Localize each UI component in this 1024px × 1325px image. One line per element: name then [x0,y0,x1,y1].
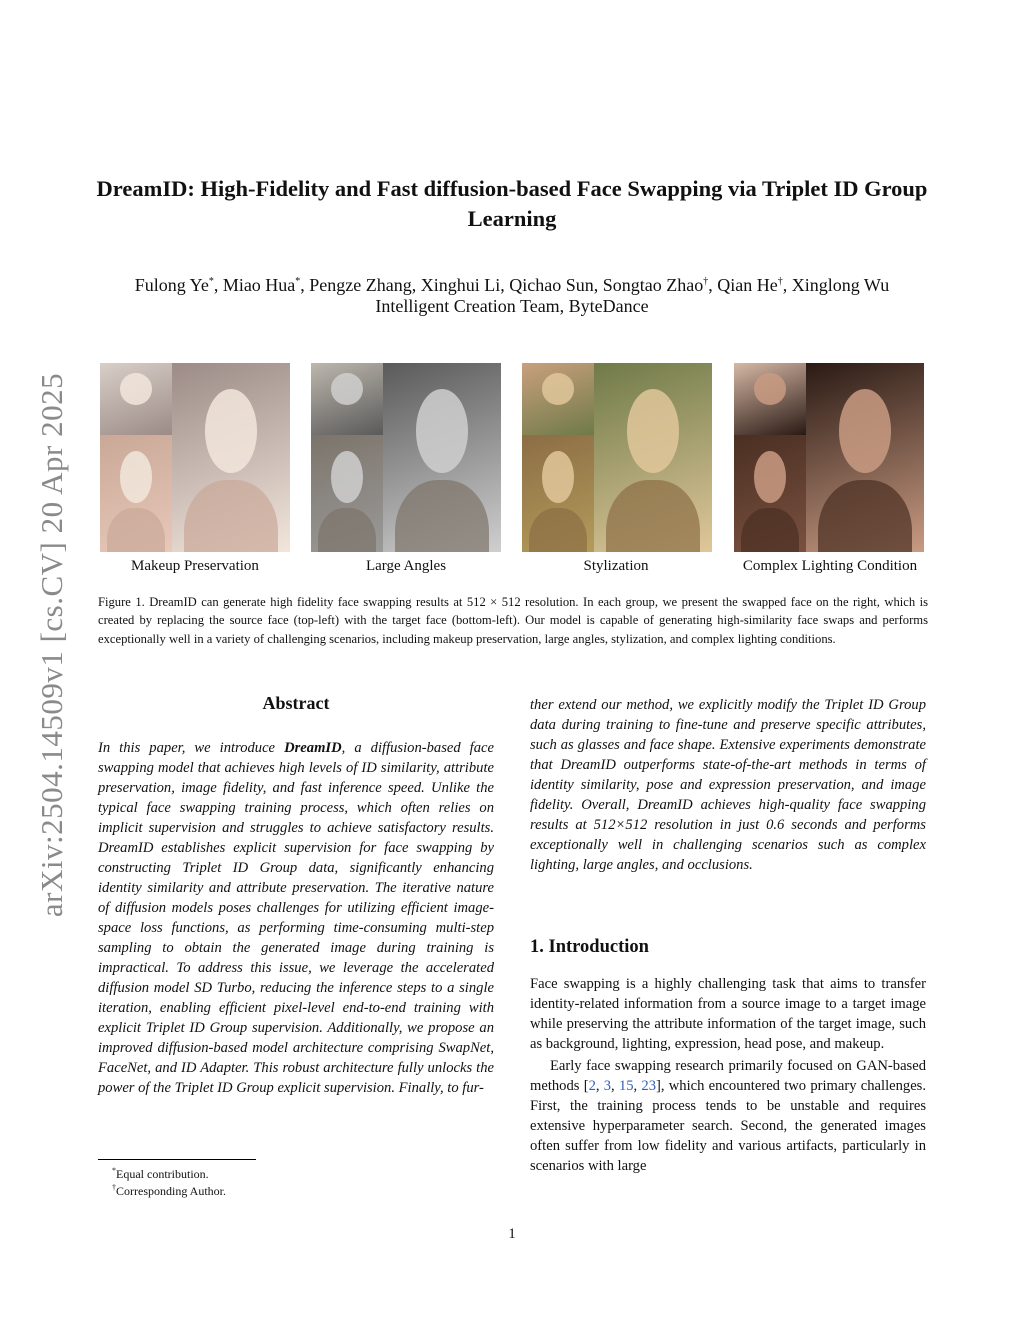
affiliation: Intelligent Creation Team, ByteDance [375,296,649,316]
author-name: Fulong Ye [134,275,209,295]
author-mark: † [703,276,709,287]
author-list: Fulong Ye*, Miao Hua*, Pengze Zhang, Xinghui Li, Qichao Sun, Songtao Zhao†, Qian He†, Xinglong Wu [134,275,890,295]
swapped-result-image [172,363,290,552]
figure-group-lighting [734,363,924,552]
figure-group-caption: Large Angles [365,558,447,574]
citation-link[interactable]: 23 [641,1078,657,1094]
author-name: Xinghui Li [420,275,501,295]
author-name: Xinglong Wu [791,275,890,295]
author-name: Pengze Zhang [309,275,412,295]
author-mark: † [777,276,783,287]
abstract-continued: ther extend our method, we explicitly modify the Triplet ID Group data during training to fine-tune and preserve specific attributes, such as glasses and face shape. Extensive experiments demonstrate that DreamID outperforms state-of-the-art methods in terms of identity similarity, pose and expression preservation, and image fidelity. Overall, DreamID achieves high-quality face swapping results at 512×512 resolution in just 0.6 seconds and performs exceptionally well in challenging scenarios such as complex lighting, large angles, and occlusions. [530,697,926,873]
intro-paragraph: Early face swapping research primarily focused on GAN-based methods [2, 3, 15, 23], which encountered two primary challenges. First, the training process tends to be unstable and requires extensive hyperparameter search. Second, the generated images often suffer from low fidelity and various artifacts, particularly in scenarios with large [530,1058,927,1174]
figure-group-caption: Stylization [583,558,649,574]
figure-group-caption: Makeup Preservation [131,558,259,574]
figure-group-large-angles [311,363,501,552]
swapped-result-image [383,363,501,552]
figure-group-stylization [522,363,712,552]
figure-group-makeup [100,363,290,552]
target-face-image [522,435,594,552]
source-face-image [100,363,172,435]
arxiv-identifier: arXiv:2504.14509v1 [cs.CV] 20 Apr 2025 [34,372,69,918]
citation-link[interactable]: 3 [603,1078,612,1094]
section-heading-introduction: 1. Introduction [530,937,649,957]
paper-title: DreamID: High-Fidelity and Fast diffusion-based Face Swapping via Triplet ID Group Learning [96,176,928,231]
source-face-image [734,363,806,435]
target-face-image [100,435,172,552]
footnote-rule [98,1159,256,1160]
swapped-result-image [806,363,924,552]
page-number: 1 [508,1226,516,1242]
author-name: Qichao Sun [509,275,594,295]
intro-paragraph: Face swapping is a highly challenging task that aims to transfer identity-related information from a source image to a target image while preserving the attribute information of the target image, such as background, lighting, expression, head pose, and makeup. [530,976,926,1052]
source-face-image [311,363,383,435]
figure-group-caption: Complex Lighting Condition [742,558,918,574]
source-face-image [522,363,594,435]
figure-caption: Figure 1. DreamID can generate high fidelity face swapping results at 512 × 512 resolution. In each group, we present the swapped face on the right, which is created by replacing the source face (top-left) with the target face (bottom-left). Our model is capable of generating high-similarity face swaps and performs exceptionally well in a variety of challenging scenarios, including makeup preservation, large angles, stylization, and complex lighting conditions. [98,595,928,646]
footnote-equal: *Equal contribution. [112,1166,209,1181]
target-face-image [734,435,806,552]
footnote-corresponding: †Corresponding Author. [112,1183,226,1198]
model-name: DreamID [284,740,342,756]
author-name: Qian He [717,275,778,295]
author-name: Miao Hua [222,275,296,295]
target-face-image [311,435,383,552]
author-mark: * [295,276,301,287]
author-mark: * [208,276,214,287]
citation-link[interactable]: 2 [588,1078,596,1094]
abstract-heading: Abstract [262,693,330,713]
introduction-body [530,974,926,1176]
abstract-body: In this paper, we introduce DreamID, a diffusion-based face swapping model that achieves high levels of ID similarity, attribute preservation, image fidelity, and fast inference speed. Unlike the typical face swapping training process, which often relies on implicit supervision and struggles to achieve satisfactory results. DreamID establishes explicit supervision for face swapping by constructing Triplet ID Group data, significantly enhancing identity similarity and attribute preservation. The iterative nature of diffusion models poses challenges for utilizing efficient image-space loss functions, as performing time-consuming multi-step sampling to obtain the generated image during training is impractical. To address this issue, we leverage the accelerated diffusion model SD Turbo, reducing the inference steps to a single iteration, enabling efficient pixel-level end-to-end training with explicit Triplet ID Group supervision. Additionally, we propose an improved diffusion-based model architecture comprising SwapNet, FaceNet, and ID Adapter. This robust architecture fully unlocks the power of the Triplet ID Group explicit supervision. Finally, to fur- [98,740,494,1096]
author-name: Songtao Zhao [602,275,704,295]
citation-link[interactable]: 15 [618,1078,634,1094]
swapped-result-image [594,363,712,552]
